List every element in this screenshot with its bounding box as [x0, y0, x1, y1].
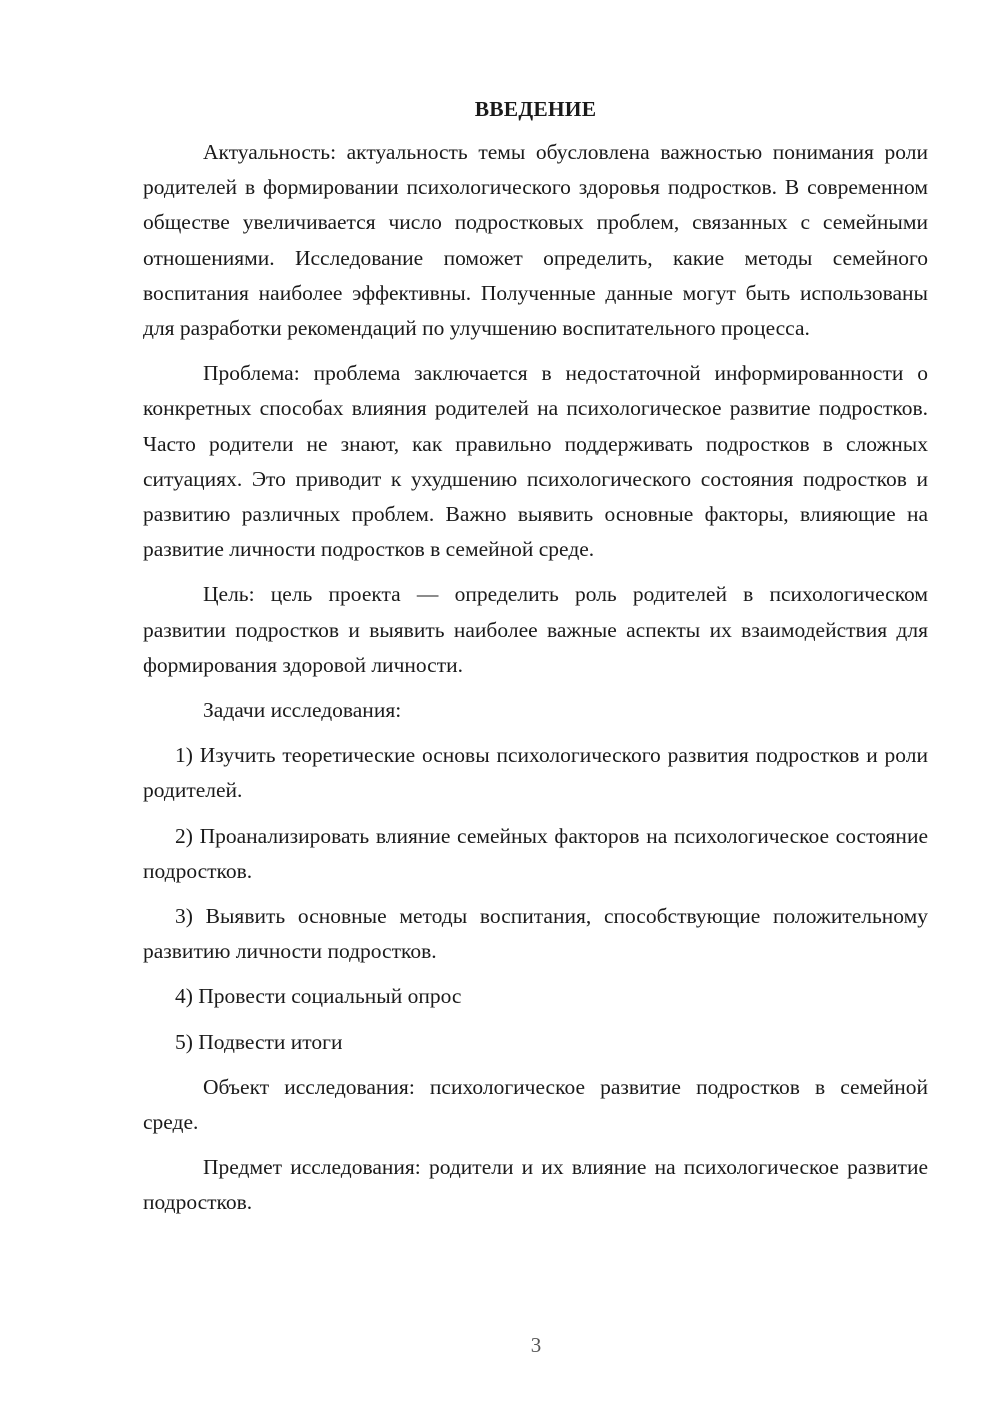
- task-item-4: 4) Провести социальный опрос: [175, 984, 462, 1009]
- paragraph-problem: Проблема: проблема заключается в недостаточной информированности о конкретных способах влияния родителей на психологическое развитие подростков. Часто родители не знают, как правильно поддерживать подростков в сложных ситуациях. Это приводит к ухудшению психологического состояния подростков и развитию различных проблем. Важно выявить основные факторы, влияющие на развитие личности подростков в семейной среде.: [143, 361, 928, 562]
- document-page: [143, 92, 928, 1231]
- paragraph-subject: Предмет исследования: родители и их влияние на психологическое развитие подростков.: [143, 1155, 928, 1215]
- paragraph-relevance: Актуальность: актуальность темы обусловлена важностью понимания роли родителей в формировании психологического здоровья подростков. В современном обществе увеличивается число подростковых проблем, связанных с семейными отношениями. Исследование поможет определить, какие методы семейного воспитания наиболее эффективны. Полученные данные могут быть использованы для разработки рекомендаций по улучшению воспитательного процесса.: [143, 140, 928, 341]
- task-item-2: 2) Проанализировать влияние семейных факторов на психологическое состояние подростков.: [143, 823, 928, 883]
- task-item-3: 3) Выявить основные методы воспитания, способствующие положительному развитию личности подростков.: [143, 904, 928, 964]
- task-item-5: 5) Подвести итоги: [175, 1029, 343, 1054]
- paragraph-object: Объект исследования: психологическое развитие подростков в семейной среде.: [143, 1074, 928, 1135]
- task-item-1: 1) Изучить теоретические основы психологического развития подростков и роли родителей.: [143, 743, 928, 803]
- paragraph-goal: Цель: цель проекта — определить роль родителей в психологическом развитии подростков и выявить наиболее важные аспекты их взаимодействия для формирования здоровой личности.: [143, 582, 928, 677]
- tasks-heading: Задачи исследования:: [203, 698, 402, 723]
- section-title: ВВЕДЕНИЕ: [474, 97, 597, 121]
- page-number: 3: [530, 1333, 542, 1357]
